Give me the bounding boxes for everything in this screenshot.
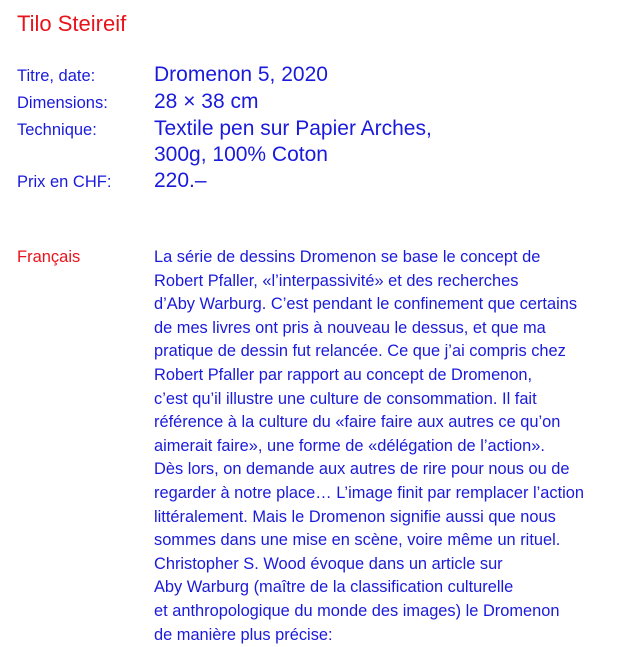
description-line: Dès lors, on demande aux autres de rire pour nous ou de xyxy=(154,458,624,482)
description-line: littéralement. Mais le Dromenon signifie aussi que nous xyxy=(154,506,624,530)
description-text xyxy=(154,246,624,647)
description-line: d’Aby Warburg. C’est pendant le confinement que certains xyxy=(154,293,624,317)
dimensions-row xyxy=(17,89,627,116)
description-line: et anthropologique du monde des images) le Dromenon xyxy=(154,600,624,624)
description-line: aimerait faire», une forme de «délégation de l’action». xyxy=(154,435,624,459)
technique-label: Technique: xyxy=(17,116,154,168)
price-row xyxy=(17,168,627,195)
dimensions-label: Dimensions: xyxy=(17,89,154,116)
price-label: Prix en CHF: xyxy=(17,168,154,195)
technique-value xyxy=(154,116,432,168)
dimensions-value: 28 × 38 cm xyxy=(154,89,258,116)
artwork-details xyxy=(17,62,627,195)
description-line: La série de dessins Dromenon se base le concept de xyxy=(154,246,624,270)
description-line: de mes livres ont pris à nouveau le dessus, et que ma xyxy=(154,317,624,341)
description-line: Robert Pfaller par rapport au concept de Dromenon, xyxy=(154,364,624,388)
description-line: de manière plus précise: xyxy=(154,624,624,647)
title-row xyxy=(17,62,627,89)
description-line: Christopher S. Wood évoque dans un article sur xyxy=(154,553,624,577)
description-line: Robert Pfaller, «l’interpassivité» et des recherches xyxy=(154,270,624,294)
description-section xyxy=(17,246,627,647)
technique-line: 300g, 100% Coton xyxy=(154,142,432,168)
title-value: Dromenon 5, 2020 xyxy=(154,62,328,89)
description-line: pratique de dessin fut relancée. Ce que j’ai compris chez xyxy=(154,340,624,364)
price-value: 220.– xyxy=(154,168,207,195)
description-line: Aby Warburg (maître de la classification culturelle xyxy=(154,576,624,600)
description-line: c’est qu’il illustre une culture de consommation. Il fait xyxy=(154,388,624,412)
technique-line: Textile pen sur Papier Arches, xyxy=(154,116,432,142)
description-line: regarder à notre place… L’image finit par remplacer l’action xyxy=(154,482,624,506)
description-line: référence à la culture du «faire faire aux autres ce qu’on xyxy=(154,411,624,435)
description-line: sommes dans une mise en scène, voire même un rituel. xyxy=(154,529,624,553)
language-label: Français xyxy=(17,246,154,647)
artist-name: Tilo Steireif xyxy=(17,10,126,38)
technique-row xyxy=(17,116,627,168)
title-label: Titre, date: xyxy=(17,62,154,89)
